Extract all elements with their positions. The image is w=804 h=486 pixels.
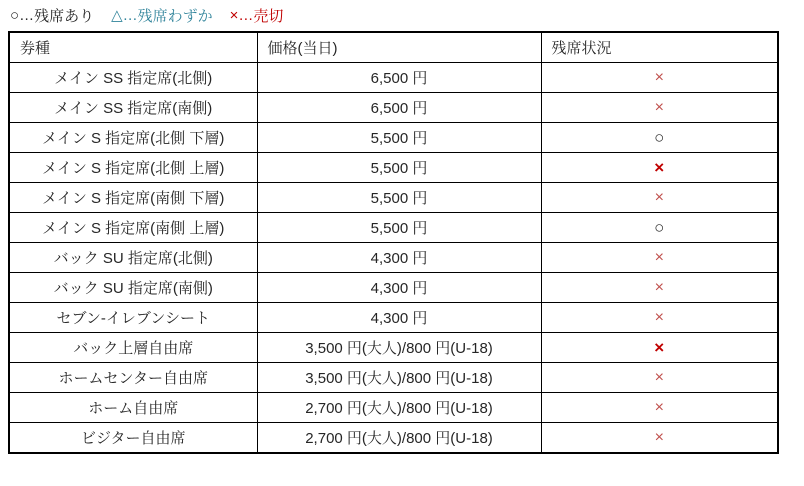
triangle-symbol: △ bbox=[111, 7, 123, 24]
x-symbol: × bbox=[654, 248, 664, 266]
column-header-availability: 残席状況 bbox=[541, 32, 778, 63]
table-row bbox=[9, 363, 778, 393]
x-symbol: × bbox=[654, 98, 664, 116]
ticket-type-cell: メイン S 指定席(北側 上層) bbox=[9, 153, 257, 183]
legend-ellipsis: … bbox=[122, 6, 138, 24]
legend-item-few-remaining bbox=[111, 5, 213, 26]
availability-status-cell bbox=[541, 423, 778, 454]
availability-status-cell bbox=[541, 243, 778, 273]
availability-status-cell bbox=[541, 93, 778, 123]
availability-status-cell bbox=[541, 393, 778, 423]
legend-label-available: 残席あり bbox=[34, 7, 95, 25]
table-row bbox=[9, 333, 778, 363]
column-header-price: 価格(当日) bbox=[257, 32, 541, 63]
x-symbol: × bbox=[654, 188, 664, 206]
availability-status-cell bbox=[541, 153, 778, 183]
legend-item-soldout bbox=[230, 5, 284, 26]
ticket-type-cell: セブン-イレブンシート bbox=[9, 303, 257, 333]
ticket-type-cell: メイン S 指定席(北側 下層) bbox=[9, 123, 257, 153]
table-row bbox=[9, 183, 778, 213]
ticket-type-cell: メイン SS 指定席(南側) bbox=[9, 93, 257, 123]
table-row bbox=[9, 93, 778, 123]
column-header-ticket-type: 券種 bbox=[9, 32, 257, 63]
table-row bbox=[9, 153, 778, 183]
ticket-type-cell: メイン S 指定席(南側 上層) bbox=[9, 213, 257, 243]
price-cell: 5,500 円 bbox=[257, 123, 541, 153]
circle-symbol: ○ bbox=[654, 217, 665, 237]
x-symbol: × bbox=[654, 398, 664, 416]
table-row bbox=[9, 123, 778, 153]
legend-label-soldout: 売切 bbox=[253, 7, 284, 25]
ticket-type-cell: ホーム自由席 bbox=[9, 393, 257, 423]
table-body bbox=[9, 63, 778, 454]
availability-status-cell bbox=[541, 183, 778, 213]
legend-item-available bbox=[10, 5, 94, 26]
table-header-row bbox=[9, 32, 778, 63]
price-cell: 5,500 円 bbox=[257, 183, 541, 213]
price-cell: 3,500 円(大人)/800 円(U-18) bbox=[257, 333, 541, 363]
availability-status-cell bbox=[541, 363, 778, 393]
ticket-type-cell: バック上層自由席 bbox=[9, 333, 257, 363]
x-symbol: × bbox=[229, 6, 239, 24]
price-cell: 4,300 円 bbox=[257, 273, 541, 303]
availability-status-cell bbox=[541, 213, 778, 243]
table-row bbox=[9, 243, 778, 273]
ticket-type-cell: ビジター自由席 bbox=[9, 423, 257, 454]
availability-status-cell bbox=[541, 303, 778, 333]
table-row bbox=[9, 213, 778, 243]
table-row bbox=[9, 273, 778, 303]
circle-symbol: ○ bbox=[10, 6, 20, 24]
table-row bbox=[9, 393, 778, 423]
legend bbox=[10, 3, 283, 27]
ticket-table bbox=[8, 31, 779, 454]
table-row bbox=[9, 303, 778, 333]
x-symbol: × bbox=[654, 428, 664, 446]
price-cell: 6,500 円 bbox=[257, 63, 541, 93]
price-cell: 6,500 円 bbox=[257, 93, 541, 123]
x-symbol: × bbox=[654, 308, 664, 326]
x-symbol: × bbox=[654, 278, 664, 296]
x-symbol: × bbox=[654, 157, 665, 177]
price-cell: 4,300 円 bbox=[257, 303, 541, 333]
circle-symbol: ○ bbox=[654, 127, 665, 147]
x-symbol: × bbox=[654, 337, 665, 357]
price-cell: 2,700 円(大人)/800 円(U-18) bbox=[257, 393, 541, 423]
availability-status-cell bbox=[541, 123, 778, 153]
legend-label-few-remaining: 残席わずか bbox=[137, 7, 213, 25]
x-symbol: × bbox=[654, 68, 664, 86]
ticket-type-cell: バック SU 指定席(北側) bbox=[9, 243, 257, 273]
ticket-type-cell: バック SU 指定席(南側) bbox=[9, 273, 257, 303]
price-cell: 4,300 円 bbox=[257, 243, 541, 273]
availability-status-cell bbox=[541, 333, 778, 363]
table-row bbox=[9, 63, 778, 93]
legend-ellipsis: … bbox=[238, 6, 254, 24]
ticket-type-cell: ホームセンター自由席 bbox=[9, 363, 257, 393]
price-cell: 5,500 円 bbox=[257, 153, 541, 183]
ticket-type-cell: メイン SS 指定席(北側) bbox=[9, 63, 257, 93]
price-cell: 3,500 円(大人)/800 円(U-18) bbox=[257, 363, 541, 393]
legend-ellipsis: … bbox=[19, 6, 35, 24]
availability-status-cell bbox=[541, 63, 778, 93]
table-row bbox=[9, 423, 778, 454]
availability-status-cell bbox=[541, 273, 778, 303]
price-cell: 2,700 円(大人)/800 円(U-18) bbox=[257, 423, 541, 454]
price-cell: 5,500 円 bbox=[257, 213, 541, 243]
ticket-type-cell: メイン S 指定席(南側 下層) bbox=[9, 183, 257, 213]
x-symbol: × bbox=[654, 368, 664, 386]
